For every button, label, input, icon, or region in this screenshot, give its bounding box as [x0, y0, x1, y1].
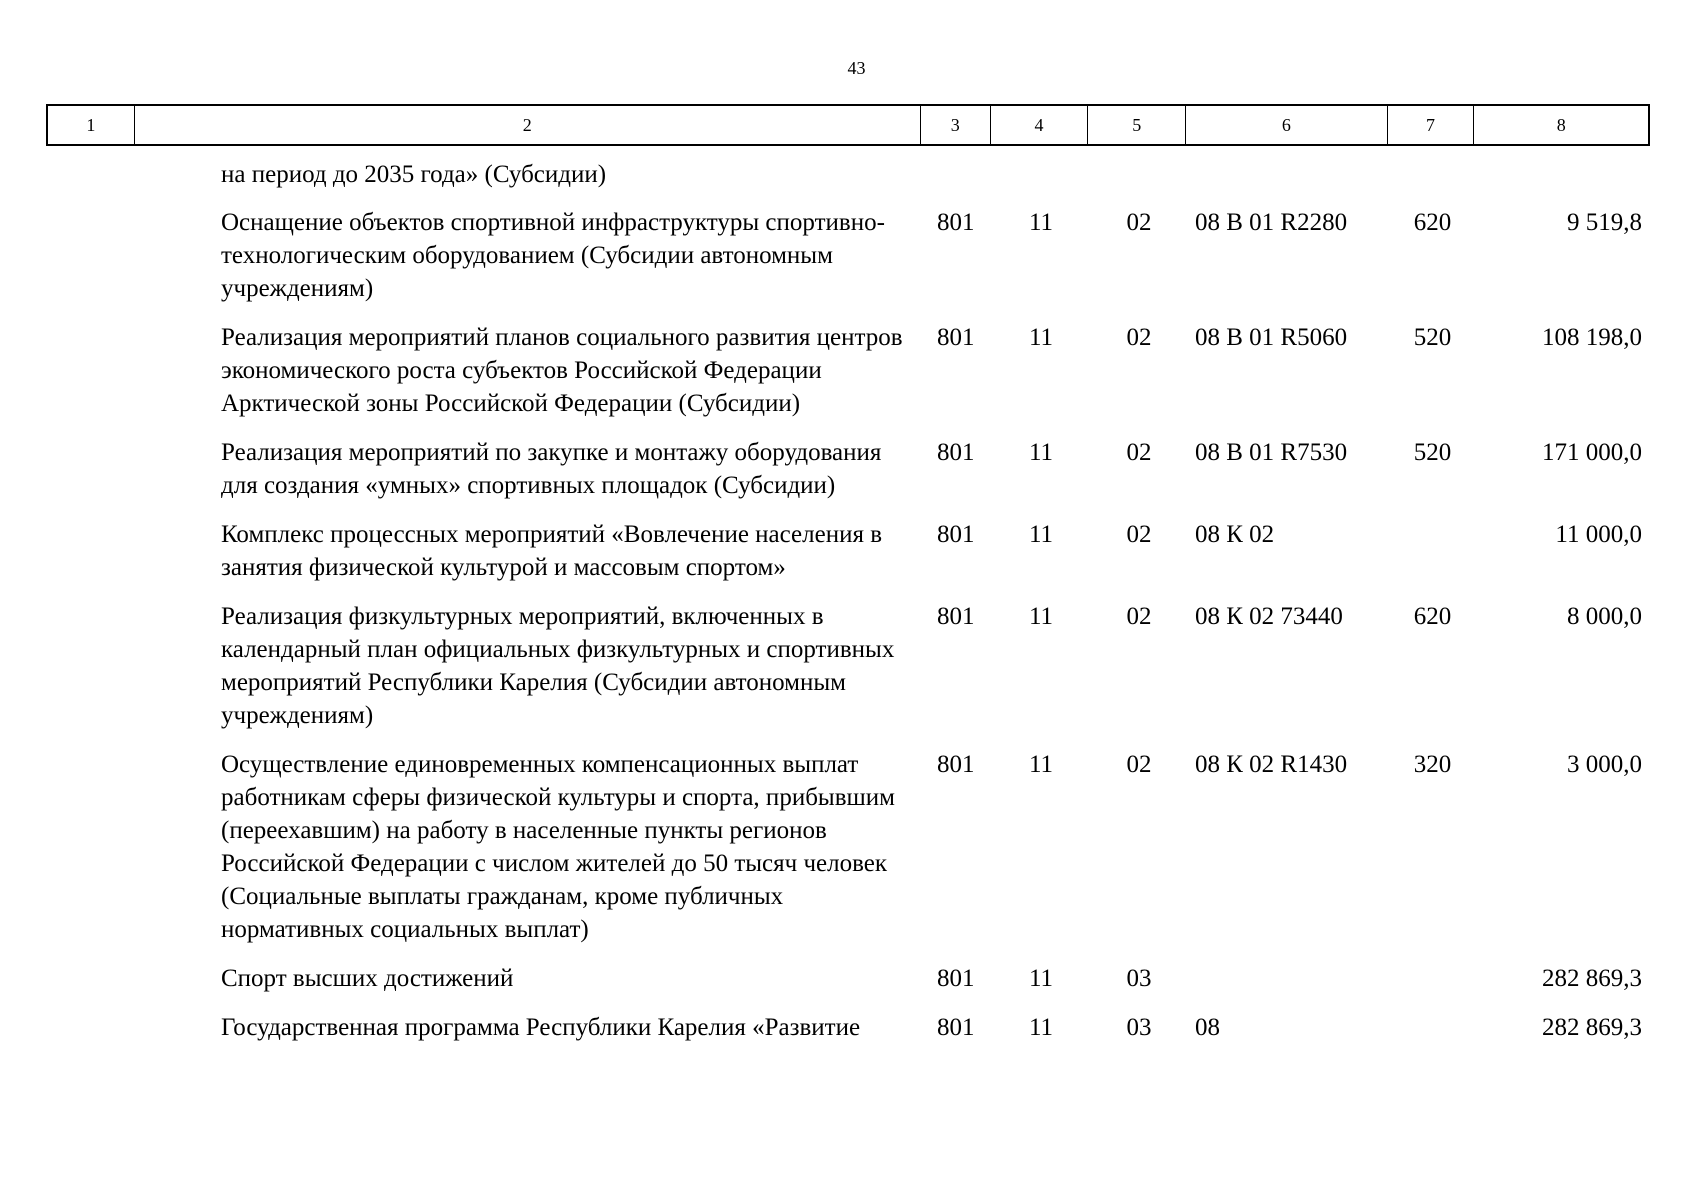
header-cell-1: 1: [48, 106, 135, 144]
cell-col5: 02: [1126, 209, 1152, 236]
cell-col6: 08 К 02 73440: [1195, 603, 1343, 630]
cell-col3: 801: [937, 1014, 975, 1041]
table-row: [46, 158, 1650, 191]
row-name-text: Реализация физкультурных мероприятий, включенных в календарный план официальных физкультурных и спортивных мероприятий Республики Карелия (Субсидии автономным учреждениям): [221, 603, 895, 729]
cell-col7: 520: [1413, 439, 1452, 466]
cell-col7: [1389, 158, 1476, 191]
cell-col5: 02: [1126, 603, 1152, 630]
table-row: [46, 748, 1650, 946]
cell-col8: [1476, 158, 1650, 191]
row-name-text: Спорт высших достижений: [221, 965, 514, 992]
cell-col7: 620: [1413, 603, 1452, 630]
header-cell-5: 5: [1088, 106, 1186, 144]
row-name-text: Комплекс процессных мероприятий «Вовлечение населения в занятия физической культурой и массовым спортом»: [221, 521, 883, 581]
cell-col1: [46, 321, 133, 420]
cell-name: [133, 158, 921, 191]
cell-col7: 520: [1413, 324, 1452, 351]
cell-col3: [921, 158, 991, 191]
cell-col6: 08 К 02: [1195, 521, 1275, 548]
cell-col4: [991, 158, 1089, 191]
table-row: [46, 321, 1650, 420]
cell-col7: [1389, 1011, 1476, 1044]
cell-col6: 08 В 01 R2280: [1195, 209, 1348, 236]
cell-col3: 801: [937, 751, 975, 778]
cell-col6: [1187, 158, 1389, 191]
cell-col3: 801: [937, 439, 975, 466]
cell-col8: 11 000,0: [1555, 521, 1642, 548]
row-name-text: Оснащение объектов спортивной инфраструктуры спортивно-технологическим оборудованием (Субсидии автономным учреждениям): [221, 209, 885, 302]
cell-col1: [46, 600, 133, 732]
cell-col1: [46, 436, 133, 502]
table-row: [46, 206, 1650, 305]
cell-col6: 08: [1195, 1014, 1220, 1041]
cell-col3: 801: [937, 324, 975, 351]
cell-col7: 320: [1413, 751, 1452, 778]
cell-col5: 02: [1126, 751, 1152, 778]
cell-col8: 171 000,0: [1542, 439, 1642, 466]
cell-col8: 9 519,8: [1567, 209, 1642, 236]
cell-col3: 801: [937, 965, 975, 992]
cell-col4: 11: [1028, 965, 1054, 992]
cell-col5: 02: [1126, 439, 1152, 466]
header-cell-2: 2: [135, 106, 921, 144]
row-name-text: Реализация мероприятий по закупке и монтажу оборудования для создания «умных» спортивных площадок (Субсидии): [221, 439, 882, 499]
cell-col4: 11: [1028, 439, 1054, 466]
cell-col5: 03: [1126, 1014, 1152, 1041]
table-row: [46, 436, 1650, 502]
header-cell-7: 7: [1388, 106, 1475, 144]
cell-col5: 02: [1126, 324, 1152, 351]
cell-col4: 11: [1028, 603, 1054, 630]
table-row: [46, 518, 1650, 584]
cell-col6: 08 К 02 R1430: [1195, 751, 1348, 778]
table-row: [46, 600, 1650, 732]
cell-col5: 02: [1126, 521, 1152, 548]
table-row: [46, 1011, 1650, 1044]
cell-col8: 282 869,3: [1542, 1014, 1642, 1041]
cell-col4: 11: [1028, 521, 1054, 548]
table-header: [46, 104, 1650, 146]
cell-col5: 03: [1126, 965, 1152, 992]
row-name-text: Реализация мероприятий планов социального развития центров экономического роста субъектов Российской Федерации Арктической зоны Российской Федерации (Субсидии): [221, 324, 903, 417]
cell-col1: [46, 518, 133, 584]
cell-col1: [46, 206, 133, 305]
cell-col4: 11: [1028, 209, 1054, 236]
cell-col7: [1389, 518, 1476, 584]
header-cell-6: 6: [1186, 106, 1388, 144]
cell-col4: 11: [1028, 751, 1054, 778]
page-number: 43: [847, 58, 866, 78]
cell-col1: [46, 158, 133, 191]
cell-col4: 11: [1028, 324, 1054, 351]
cell-name: [133, 436, 921, 502]
row-name-text: Государственная программа Республики Карелия «Развитие: [221, 1014, 861, 1041]
cell-col1: [46, 962, 133, 995]
cell-col7: [1389, 962, 1476, 995]
cell-col1: [46, 748, 133, 946]
cell-col7: 620: [1413, 209, 1452, 236]
cell-col5: [1089, 158, 1187, 191]
cell-col6: 08 В 01 R7530: [1195, 439, 1348, 466]
header-cell-3: 3: [921, 106, 991, 144]
cell-name: [133, 518, 921, 584]
cell-col3: 801: [937, 209, 975, 236]
cell-col4: 11: [1028, 1014, 1054, 1041]
cell-name: [133, 321, 921, 420]
cell-name: [133, 962, 921, 995]
header-cell-8: 8: [1556, 114, 1566, 135]
table-body: [46, 158, 1650, 1060]
cell-name: [133, 1011, 921, 1044]
cell-col6: [1187, 962, 1389, 995]
cell-name: [133, 206, 921, 305]
row-name-text: на период до 2035 года» (Субсидии): [221, 161, 607, 188]
cell-col8: 8 000,0: [1567, 603, 1642, 630]
cell-col8: 282 869,3: [1542, 965, 1642, 992]
cell-col8: 108 198,0: [1542, 324, 1642, 351]
cell-name: [133, 748, 921, 946]
header-cell-4: 4: [991, 106, 1089, 144]
cell-col3: 801: [937, 521, 975, 548]
row-name-text: Осуществление единовременных компенсационных выплат работникам сферы физической культуры и спорта, прибывшим (переехавшим) на работу в населенные пункты регионов Российской Федерации с числом жителей до 50 тысяч человек (Социальные выплаты гражданам, кроме публичных нормативных социальных выплат): [221, 751, 895, 943]
cell-col8: 3 000,0: [1567, 751, 1642, 778]
cell-name: [133, 600, 921, 732]
cell-col1: [46, 1011, 133, 1044]
cell-col6: 08 В 01 R5060: [1195, 324, 1348, 351]
cell-col3: 801: [937, 603, 975, 630]
table-row: [46, 962, 1650, 995]
